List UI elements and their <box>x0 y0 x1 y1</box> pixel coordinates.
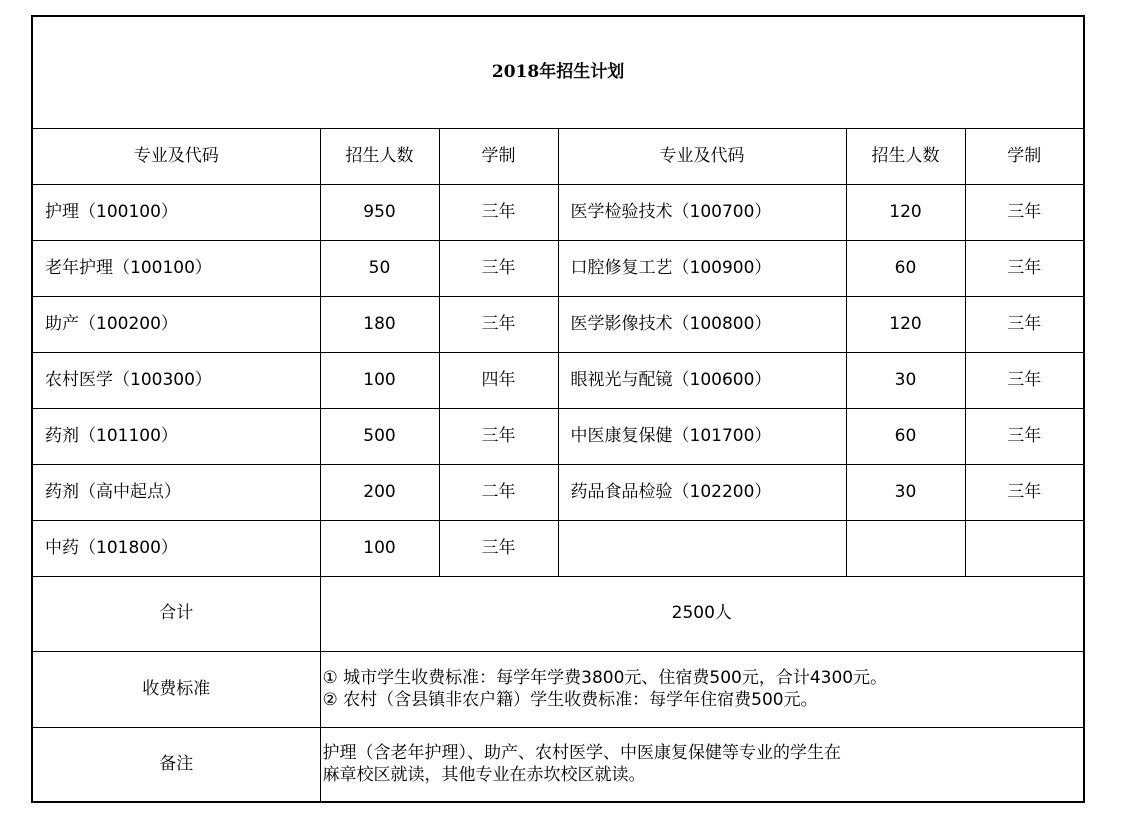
enrollment-cell: 30 <box>846 353 965 409</box>
enrollment-cell <box>846 521 965 577</box>
major-cell: 药品食品检验（102200） <box>558 465 846 521</box>
total-row <box>32 577 1084 652</box>
header-row <box>32 129 1084 185</box>
enrollment-cell: 120 <box>846 185 965 241</box>
title-row <box>32 16 1084 129</box>
duration-cell: 二年 <box>439 465 558 521</box>
duration-cell: 三年 <box>439 241 558 297</box>
enrollment-cell: 100 <box>320 521 439 577</box>
table-row <box>32 241 1084 297</box>
header-major-code: 专业及代码 <box>32 129 320 185</box>
duration-cell: 三年 <box>965 465 1084 521</box>
duration-cell: 三年 <box>439 297 558 353</box>
enrollment-plan-table <box>31 15 1085 803</box>
major-cell: 助产（100200） <box>32 297 320 353</box>
major-cell: 眼视光与配镜（100600） <box>558 353 846 409</box>
enrollment-cell: 60 <box>846 409 965 465</box>
enrollment-cell: 60 <box>846 241 965 297</box>
major-cell: 中医康复保健（101700） <box>558 409 846 465</box>
fee-line: ① 城市学生收费标准：每学年学费3800元、住宿费500元，合计4300元。 <box>322 668 888 689</box>
table-row <box>32 409 1084 465</box>
notes-row <box>32 728 1084 803</box>
total-value: 2500人 <box>320 577 1084 652</box>
enrollment-cell: 100 <box>320 353 439 409</box>
enrollment-cell: 180 <box>320 297 439 353</box>
header-enrollment: 招生人数 <box>846 129 965 185</box>
major-cell: 药剂（101100） <box>32 409 320 465</box>
major-cell: 护理（100100） <box>32 185 320 241</box>
duration-cell: 三年 <box>965 353 1084 409</box>
major-cell: 中药（101800） <box>32 521 320 577</box>
major-cell <box>558 521 846 577</box>
major-cell: 口腔修复工艺（100900） <box>558 241 846 297</box>
enrollment-cell: 50 <box>320 241 439 297</box>
duration-cell: 三年 <box>439 521 558 577</box>
notes-content <box>320 728 1084 803</box>
fee-row <box>32 652 1084 728</box>
duration-cell: 三年 <box>439 409 558 465</box>
table-row <box>32 185 1084 241</box>
major-cell: 老年护理（100100） <box>32 241 320 297</box>
duration-cell: 三年 <box>965 241 1084 297</box>
table-row <box>32 297 1084 353</box>
fee-content <box>320 652 1084 728</box>
major-cell: 农村医学（100300） <box>32 353 320 409</box>
duration-cell: 三年 <box>965 185 1084 241</box>
duration-cell: 四年 <box>439 353 558 409</box>
header-duration: 学制 <box>439 129 558 185</box>
enrollment-cell: 120 <box>846 297 965 353</box>
enrollment-cell: 500 <box>320 409 439 465</box>
notes-line: 麻章校区就读，其他专业在赤坎校区就读。 <box>322 764 646 785</box>
duration-cell <box>965 521 1084 577</box>
enrollment-cell: 30 <box>846 465 965 521</box>
header-duration: 学制 <box>965 129 1084 185</box>
major-cell: 医学影像技术（100800） <box>558 297 846 353</box>
enrollment-cell: 200 <box>320 465 439 521</box>
header-major-code: 专业及代码 <box>558 129 846 185</box>
duration-cell: 三年 <box>965 297 1084 353</box>
major-cell: 药剂（高中起点） <box>32 465 320 521</box>
page-title: 2018年招生计划 <box>32 16 1084 129</box>
duration-cell: 三年 <box>965 409 1084 465</box>
table-row <box>32 465 1084 521</box>
table-row <box>32 521 1084 577</box>
fee-line: ② 农村（含县镇非农户籍）学生收费标准：每学年住宿费500元。 <box>322 689 818 710</box>
header-enrollment: 招生人数 <box>320 129 439 185</box>
notes-label: 备注 <box>32 728 320 803</box>
duration-cell: 三年 <box>439 185 558 241</box>
notes-line: 护理（含老年护理）、助产、农村医学、中医康复保健等专业的学生在 <box>322 743 841 764</box>
major-cell: 医学检验技术（100700） <box>558 185 846 241</box>
enrollment-cell: 950 <box>320 185 439 241</box>
total-label: 合计 <box>32 577 320 652</box>
table-row <box>32 353 1084 409</box>
fee-label: 收费标准 <box>32 652 320 728</box>
